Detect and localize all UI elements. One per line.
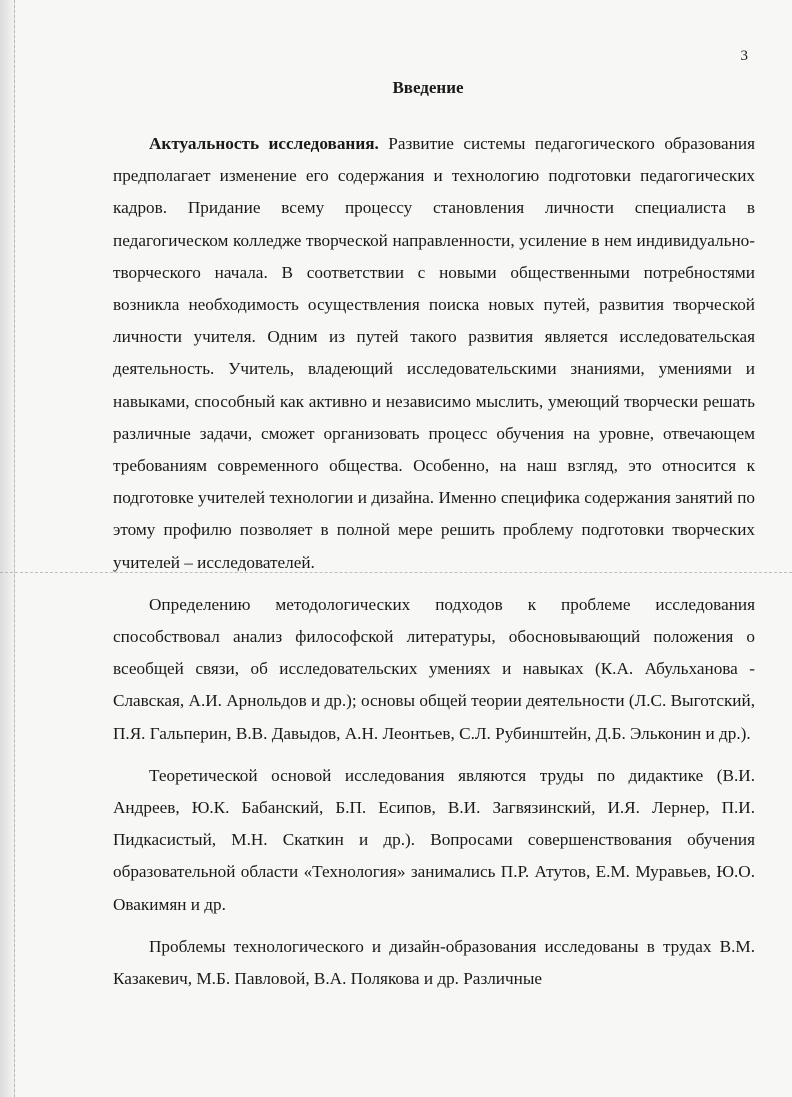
paragraph-text: Проблемы технологического и дизайн-образования исследованы в трудах В.М. Казакевич, М.Б. Павловой, В.А. Полякова и др. Различные: [113, 936, 755, 989]
paragraph-theory: [113, 760, 755, 921]
paragraph-relevance: [113, 128, 755, 579]
page-title: Введение: [392, 78, 464, 97]
paragraph-text: Определению методологических подходов к проблеме исследования способствовал анализ философской литературы, обосновывающий положения о всеобщей связи, об исследовательских умениях и навыках (К.А. Абульханова - Славская, А.И. Арнольдов и др.); основы общей теории деятельности (Л.С. Выготский, П.Я. Гальперин, В.В. Давыдов, А.Н. Леонтьев, С.Л. Рубинштейн, Д.Б. Эльконин и др.).: [113, 594, 755, 743]
scan-edge: [0, 0, 15, 1097]
paragraph-text: Теоретической основой исследования являются труды по дидактике (В.И. Андреев, Ю.К. Бабанский, Б.П. Есипов, В.И. Загвязинский, И.Я. Лернер, П.И. Пидкасистый, М.Н. Скаткин и др.). Вопросами совершенствования обучения образовательной области «Технология» занимались П.Р. Атутов, Е.М. Муравьев, Ю.О. Овакимян и др.: [113, 765, 755, 914]
paragraph-problems: [113, 931, 755, 995]
paragraph-lead: Актуальность исследования.: [149, 134, 379, 153]
page-number: 3: [740, 48, 748, 64]
body-text: [113, 128, 755, 995]
paragraph-methodology: [113, 589, 755, 750]
paragraph-text: Развитие системы педагогического образования предполагает изменение его содержания и технологию подготовки педагогических кадров. Придание всему процессу становления личности специалиста в педагогическом колледже творческой направленности, усиление в нем индивидуально-творческого начала. В соответствии с новыми общественными потребностями возникла необходимость осуществления поиска новых путей, развития творческой личности учителя. Одним из путей такого развития является исследовательская деятельность. Учитель, владеющий исследовательскими знаниями, умениями и навыками, способный как активно и независимо мыслить, умеющий творчески решать различные задачи, сможет организовать процесс обучения на уровне, отвечающем требованиям современного общества. Особенно, на наш взгляд, это относится к подготовке учителей технологии и дизайна. Именно специфика содержания занятий по этому профилю позволяет в полной мере решить проблему подготовки творческих учителей – исследователей.: [113, 134, 755, 572]
